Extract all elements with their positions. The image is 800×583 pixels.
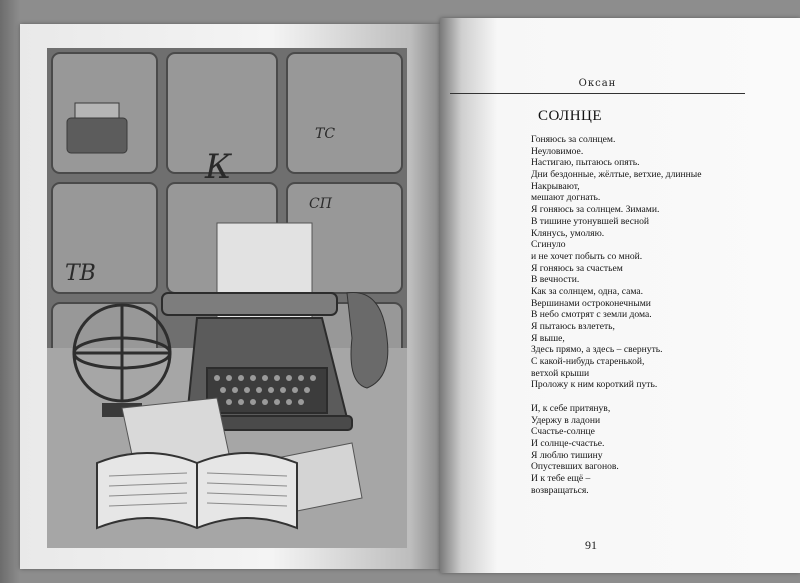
poem-line: С какой-нибудь старенькой, xyxy=(531,356,645,368)
tile-letter-ts: ТС xyxy=(315,126,336,142)
poem-line: Я люблю тишину xyxy=(531,449,603,461)
poem-line: Как за солнцем, одна, сама. xyxy=(531,285,644,297)
poem-line: В небо смотрят с земли дома. xyxy=(531,309,652,321)
poem-line: Удержу в ладони xyxy=(531,414,601,426)
tile-letter-sp: СП xyxy=(309,196,332,212)
illustration-drawing xyxy=(47,48,407,548)
poem-line: Я гоняюсь за счастьем xyxy=(531,262,623,274)
poem-line: Здесь прямо, а здесь – свернуть. xyxy=(531,344,663,356)
header-rule xyxy=(450,93,745,94)
poem-line: И солнце-счастье. xyxy=(531,437,605,449)
poem-line: ветхой крыши xyxy=(531,367,590,379)
poem-line: Я выше, xyxy=(531,332,565,344)
background-shadow xyxy=(0,0,20,583)
poem-line: И к тебе ещё – xyxy=(531,472,591,484)
poem-line: Гоняюсь за солнцем. xyxy=(531,134,616,145)
poem-line: возвращаться. xyxy=(531,484,589,496)
poem-line: Счастье-солнце xyxy=(531,426,595,438)
poem-body xyxy=(531,134,751,508)
tile-letter-tv: ТВ xyxy=(65,261,96,286)
stanza-1 xyxy=(531,134,751,391)
poem-line: Накрывают, xyxy=(531,180,580,192)
poem-line: и не хочет побыть со мной. xyxy=(531,250,643,262)
poem-line: Проложу к ним короткий путь. xyxy=(531,379,658,391)
poem-line: Клянусь, умоляю. xyxy=(531,227,605,239)
poem-line: И, к себе притянув, xyxy=(531,402,611,414)
poem-line: В тишине утонувшей весной xyxy=(531,215,650,227)
poem-line: Опустевших вагонов. xyxy=(531,461,619,473)
typewriter-illustration xyxy=(47,48,407,548)
page-number: 91 xyxy=(585,538,597,552)
poem-title: СОЛНЦЕ xyxy=(537,108,603,124)
poem-line: Я пытаюсь взлететь, xyxy=(531,321,615,332)
poem-line: Сгинуло xyxy=(531,239,566,251)
running-header: Оксан xyxy=(578,78,617,89)
poem-line: Вершинами остроконечными xyxy=(531,297,651,309)
poem-line: мешают догнать. xyxy=(531,192,601,204)
tile-letter-k: К xyxy=(205,147,232,187)
poem-line: Настигаю, пытаюсь опять. xyxy=(531,157,640,169)
poem-line: Дни бездонные, жёлтые, ветхие, длинные xyxy=(531,169,702,181)
poem-line: Я гоняюсь за солнцем. Зимами. xyxy=(531,204,660,216)
stanza-2 xyxy=(531,403,751,497)
poem-line: Неуловимое. xyxy=(531,145,584,157)
poem-line: В вечности. xyxy=(531,274,580,286)
